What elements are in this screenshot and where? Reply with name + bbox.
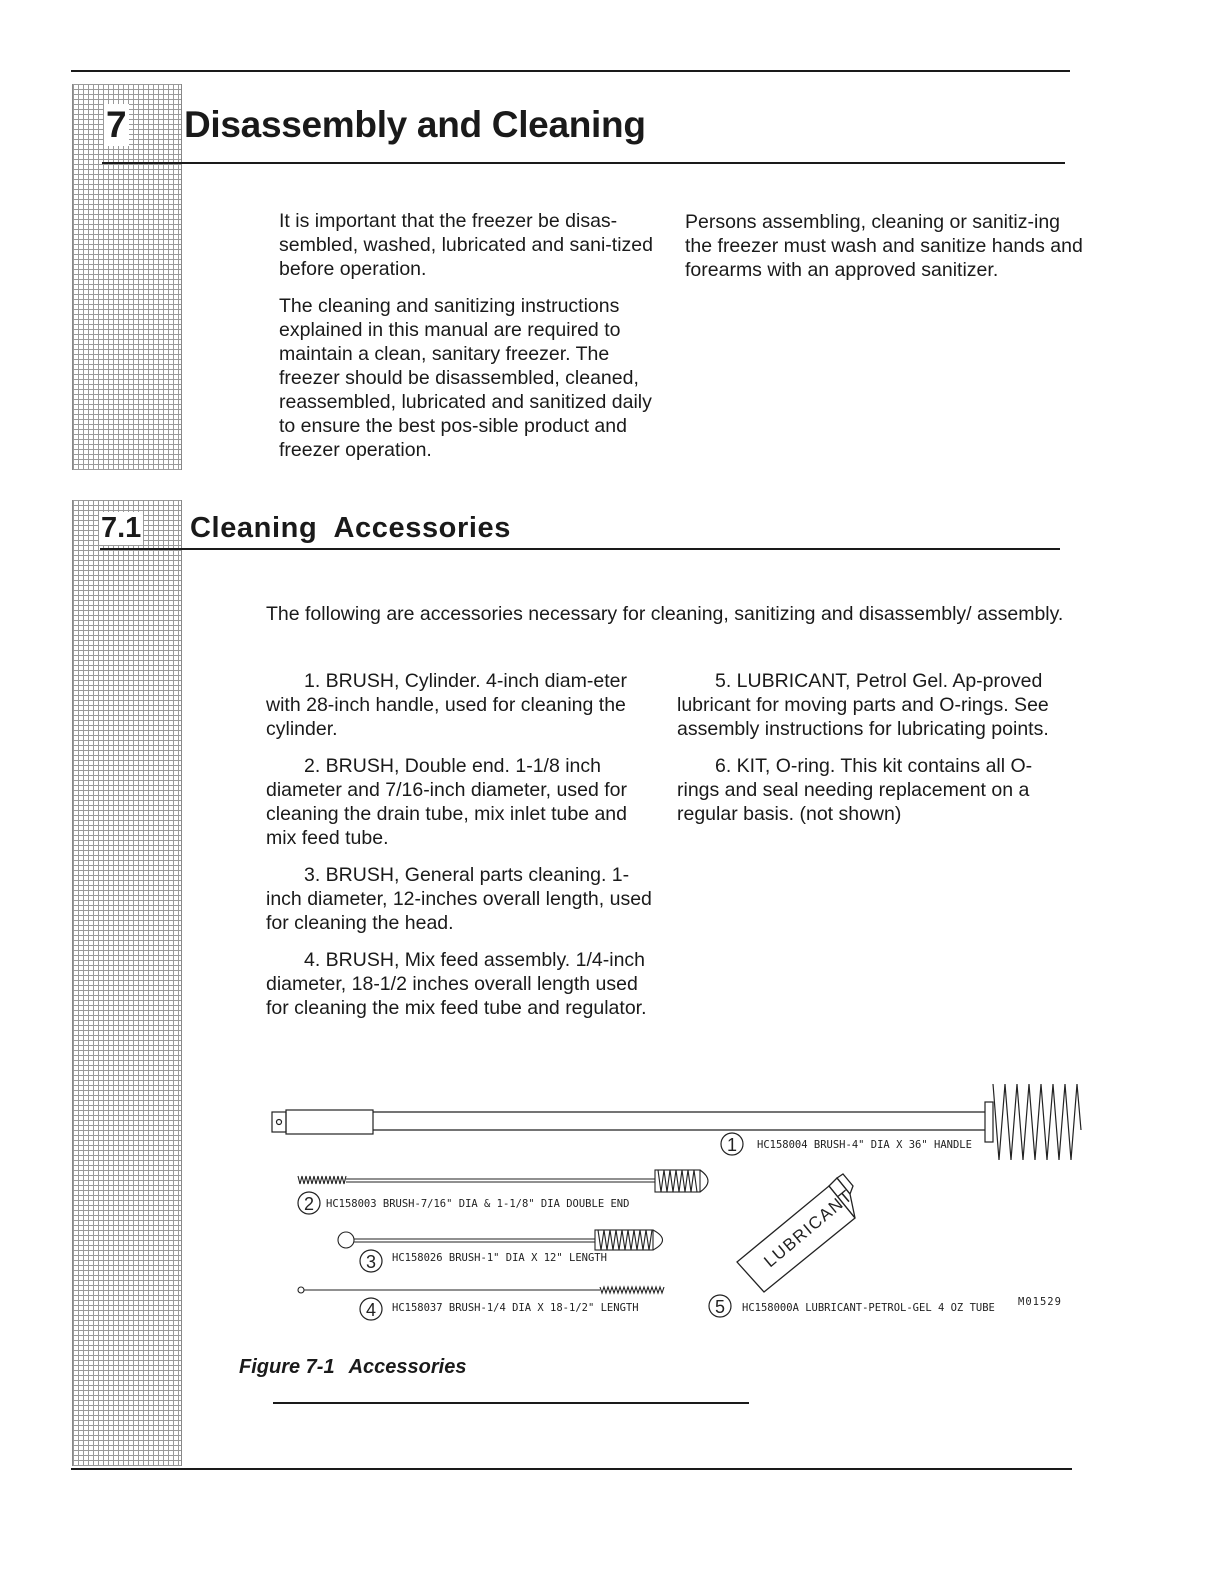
drawing-id: M01529 (1018, 1296, 1062, 1308)
brush-2-drawing (298, 1170, 708, 1192)
callout-number: 5 (714, 1297, 726, 1317)
callout-label: HC158004 BRUSH-4" DIA X 36" HANDLE (757, 1139, 972, 1151)
callout-label: HC158026 BRUSH-1" DIA X 12" LENGTH (392, 1252, 607, 1264)
callout-number: 2 (303, 1194, 315, 1214)
list-item: 3. BRUSH, General parts cleaning. 1-inch diameter, 12-inches overall length, used for cleaning the head. (266, 864, 652, 934)
callout-number: 3 (365, 1252, 377, 1272)
callout-label: HC158000A LUBRICANT-PETROL-GEL 4 OZ TUBE (742, 1302, 995, 1314)
intro-paragraph: Persons assembling, cleaning or sanitiz-ing the freezer must wash and sanitize hands and forearms with an approved sanitizer. (685, 211, 1083, 281)
lead-paragraph: The following are accessories necessary for cleaning, sanitizing and disassembly/ assembly. (266, 603, 1064, 625)
subsection-title: Cleaning Accessories (190, 512, 511, 544)
intro-paragraph: It is important that the freezer be disas-sembled, washed, lubricated and sani-tized before operation. (279, 210, 653, 280)
figure-title: Accessories (348, 1356, 467, 1378)
section-number: 7 (106, 104, 127, 145)
brush-3-drawing (338, 1230, 663, 1250)
callout-labels (326, 1139, 1062, 1314)
subsection-number: 7.1 (101, 512, 142, 544)
callout-number: 4 (365, 1300, 377, 1320)
brush-4-drawing (298, 1287, 664, 1293)
section-title: Disassembly and Cleaning (184, 104, 646, 145)
figure-number: Figure 7-1 (239, 1356, 335, 1378)
callout-label: HC158003 BRUSH-7/16" DIA & 1-1/8" DIA DOUBLE END (326, 1198, 630, 1210)
list-item: 1. BRUSH, Cylinder. 4-inch diam-eter with 28-inch handle, used for cleaning the cylinder. (266, 670, 627, 740)
lubricant-tube-drawing (737, 1174, 857, 1292)
tube-label: LUBRICANT (760, 1185, 857, 1272)
callout-number: 1 (726, 1135, 738, 1155)
callout-label: HC158037 BRUSH-1/4 DIA X 18-1/2" LENGTH (392, 1302, 639, 1314)
figure-caption (239, 1356, 480, 1379)
callout-markers (298, 1133, 743, 1320)
list-item: 4. BRUSH, Mix feed assembly. 1/4-inch diameter, 18-1/2 inches overall length used for cleaning the mix feed tube and regulator. (266, 949, 647, 1019)
list-item: 5. LUBRICANT, Petrol Gel. Ap-proved lubricant for moving parts and O-rings. See assembly instructions for lubricating points. (677, 670, 1049, 740)
intro-paragraph: The cleaning and sanitizing instructions explained in this manual are required to maintain a clean, sanitary freezer. The freezer should be disassembled, cleaned, reassembled, lubricated and sanitized daily to ensure the best pos-sible product and freezer operation. (279, 295, 652, 461)
list-item: 6. KIT, O-ring. This kit contains all O-rings and seal needing replacement on a regular basis. (not shown) (677, 755, 1033, 825)
list-item: 2. BRUSH, Double end. 1-1/8 inch diameter and 7/16-inch diameter, used for cleaning the drain tube, mix inlet tube and mix feed tube. (266, 755, 627, 849)
caption-rule (273, 1402, 749, 1404)
